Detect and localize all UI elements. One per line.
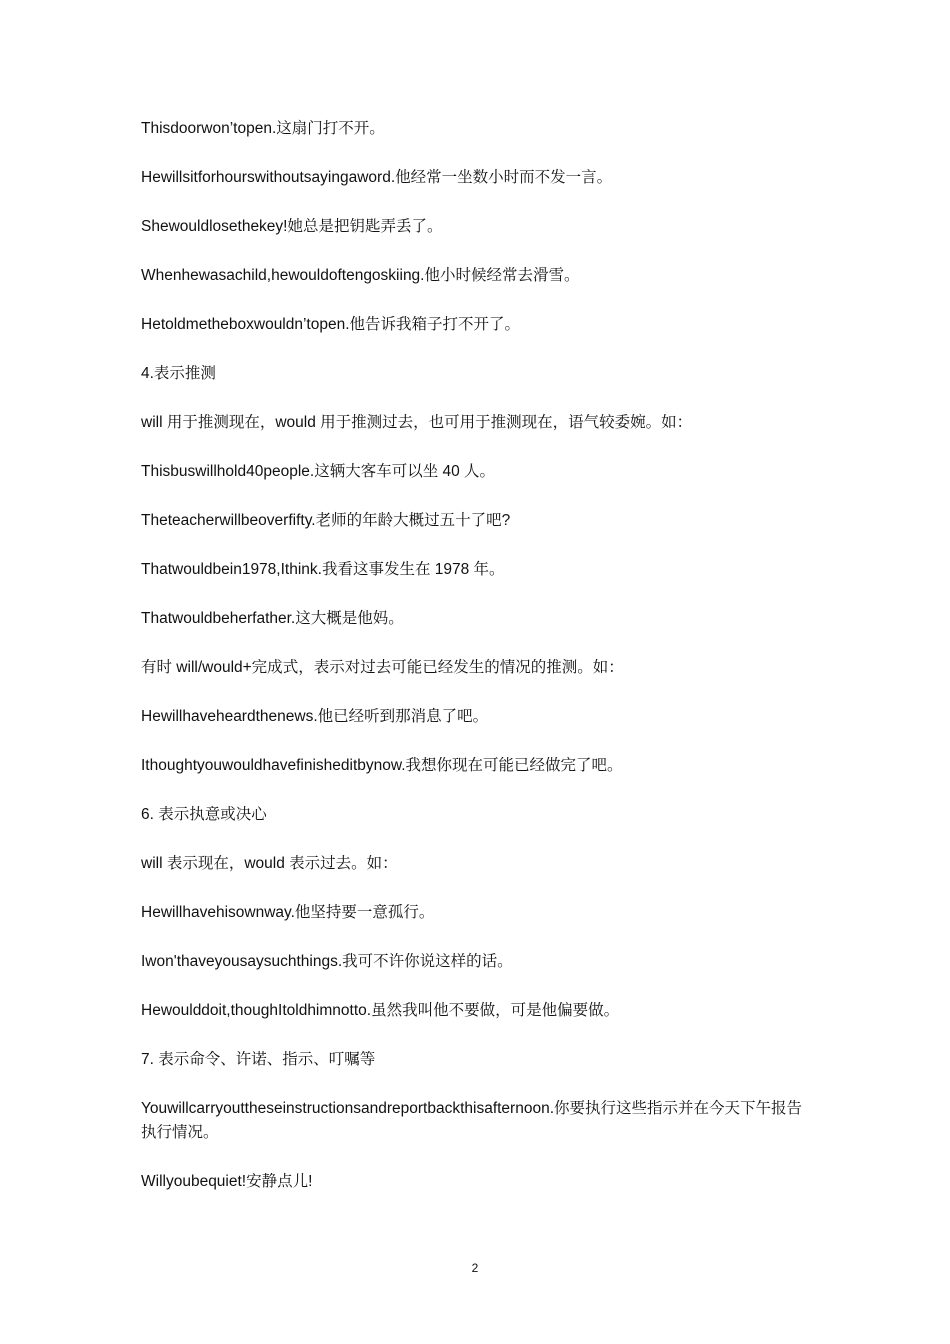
text-line: Thatwouldbein1978,Ithink.我看这事发生在 1978 年。 [141, 561, 505, 578]
text-line: Hewoulddoit,thoughItoldhimnotto.虽然我叫他不要做，可是他偏要做。 [141, 1002, 620, 1019]
text-line: Shewouldlosethekey!她总是把钥匙弄丢了。 [141, 218, 443, 235]
text-line: Whenhewasachild,hewouldoftengoskiing.他小时候经常去滑雪。 [141, 267, 580, 284]
text-line: Theteacherwillbeoverfifty.老师的年龄大概过五十了吧? [141, 512, 511, 529]
page-number: 2 [471, 1261, 479, 1275]
text-line: Hewillhavehisownway.他坚持要一意孤行。 [141, 904, 435, 921]
text-line: Willyoubequiet!安静点儿! [141, 1173, 313, 1190]
text-line: Youwillcarryouttheseinstructionsandreportbackthisafternoon.你要执行这些指示并在今天下午报告执行情况。 [141, 1100, 802, 1141]
text-line: Hewillsitforhourswithoutsayingaword.他经常一坐数小时而不发一言。 [141, 169, 613, 186]
text-line: Hewillhaveheardthenews.他已经听到那消息了吧。 [141, 708, 489, 725]
text-line: Thisdoorwon’topen.这扇门打不开。 [141, 120, 385, 137]
section-heading: 7. 表示命令、许诺、指示、叮嘱等 [141, 1051, 376, 1068]
text-line: Ithoughtyouwouldhavefinisheditbynow.我想你现在可能已经做完了吧。 [141, 757, 623, 774]
text-line: will 表示现在，would 表示过去。如： [141, 855, 398, 872]
text-line: will 用于推测现在，would 用于推测过去，也可用于推测现在，语气较委婉。如： [141, 414, 693, 431]
text-line: Hetoldmetheboxwouldn’topen.他告诉我箱子打不开了。 [141, 316, 521, 333]
section-heading: 6. 表示执意或决心 [141, 806, 267, 823]
section-heading: 4.表示推测 [141, 365, 216, 382]
text-line: Thatwouldbeherfather.这大概是他妈。 [141, 610, 404, 627]
text-line: Iwon'thaveyousaysuchthings.我可不许你说这样的话。 [141, 953, 513, 970]
text-line: 有时 will/would+完成式，表示对过去可能已经发生的情况的推测。如： [141, 659, 624, 676]
text-line: Thisbuswillhold40people.这辆大客车可以坐 40 人。 [141, 463, 496, 480]
